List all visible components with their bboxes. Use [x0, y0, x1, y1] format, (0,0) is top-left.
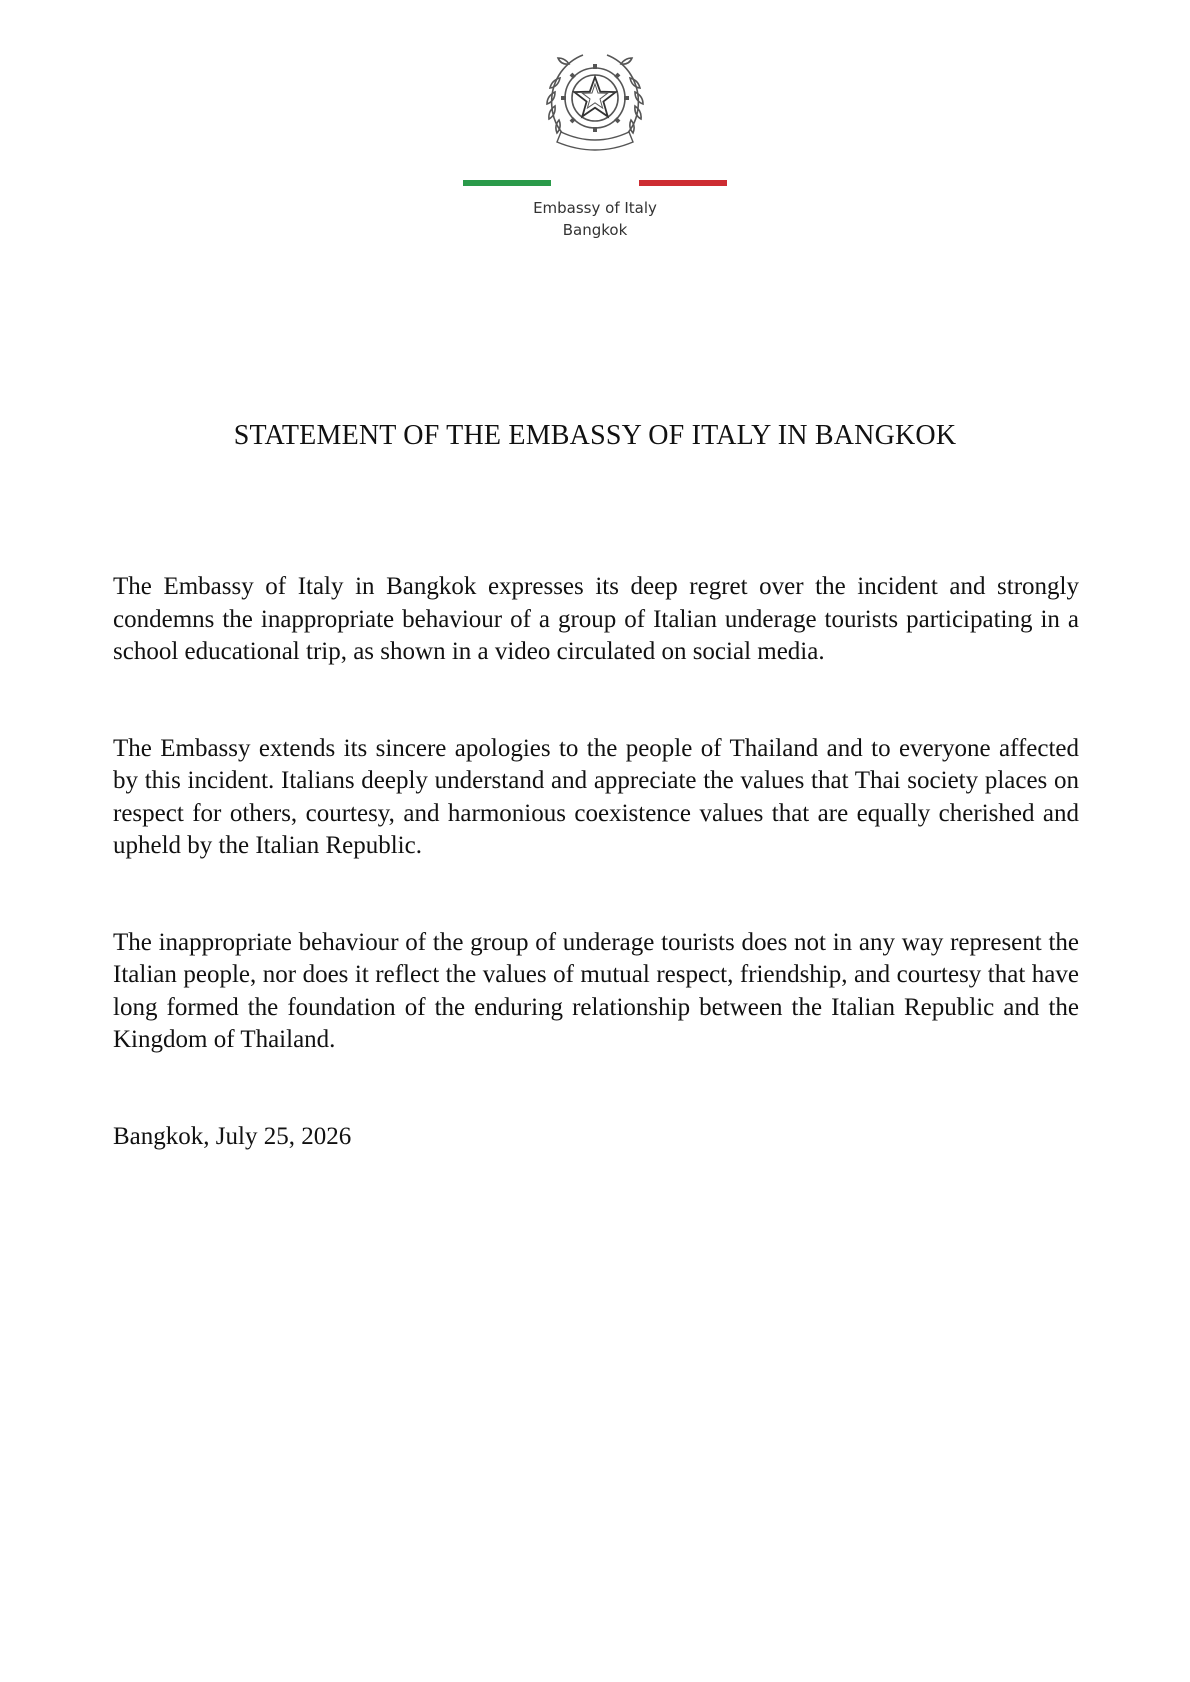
- paragraph-2: The Embassy extends its sincere apologies to the people of Thailand and to everyone affected by this incident. Italians deeply understand and appreciate the values that Thai society places on respect for others, courtesy, and harmonious coexistence values that are equally cherished and upheld by the Italian Republic.: [113, 734, 1079, 859]
- flag-white-stripe: [551, 180, 639, 186]
- place-and-date: Bangkok, July 25, 2026: [113, 1122, 352, 1150]
- embassy-name-line-2: Bangkok: [562, 221, 628, 239]
- paragraph-3: The inappropriate behaviour of the group of underage tourists does not in any way represent the Italian people, nor does it reflect the values of mutual respect, friendship, and courtesy that have long formed the foundation of the enduring relationship between the Italian Republic and the Kingdom of Thailand.: [113, 928, 1079, 1053]
- letterhead: [0, 48, 1190, 241]
- flag-green-stripe: [463, 180, 551, 186]
- document-title: STATEMENT OF THE EMBASSY OF ITALY IN BANGKOK: [233, 420, 957, 451]
- embassy-name-line-1: Embassy of Italy: [533, 199, 657, 217]
- flag-red-stripe: [639, 180, 727, 186]
- embassy-name: [0, 197, 1190, 241]
- document-body: [113, 571, 1079, 1217]
- paragraph-1: The Embassy of Italy in Bangkok expresses its deep regret over the incident and strongly condemns the inappropriate behaviour of a group of Italian underage tourists participating in a school educational trip, as shown in a video circulated on social media.: [113, 573, 1079, 665]
- italian-republic-emblem-icon: [543, 48, 647, 158]
- italian-flag-bar: [463, 180, 727, 186]
